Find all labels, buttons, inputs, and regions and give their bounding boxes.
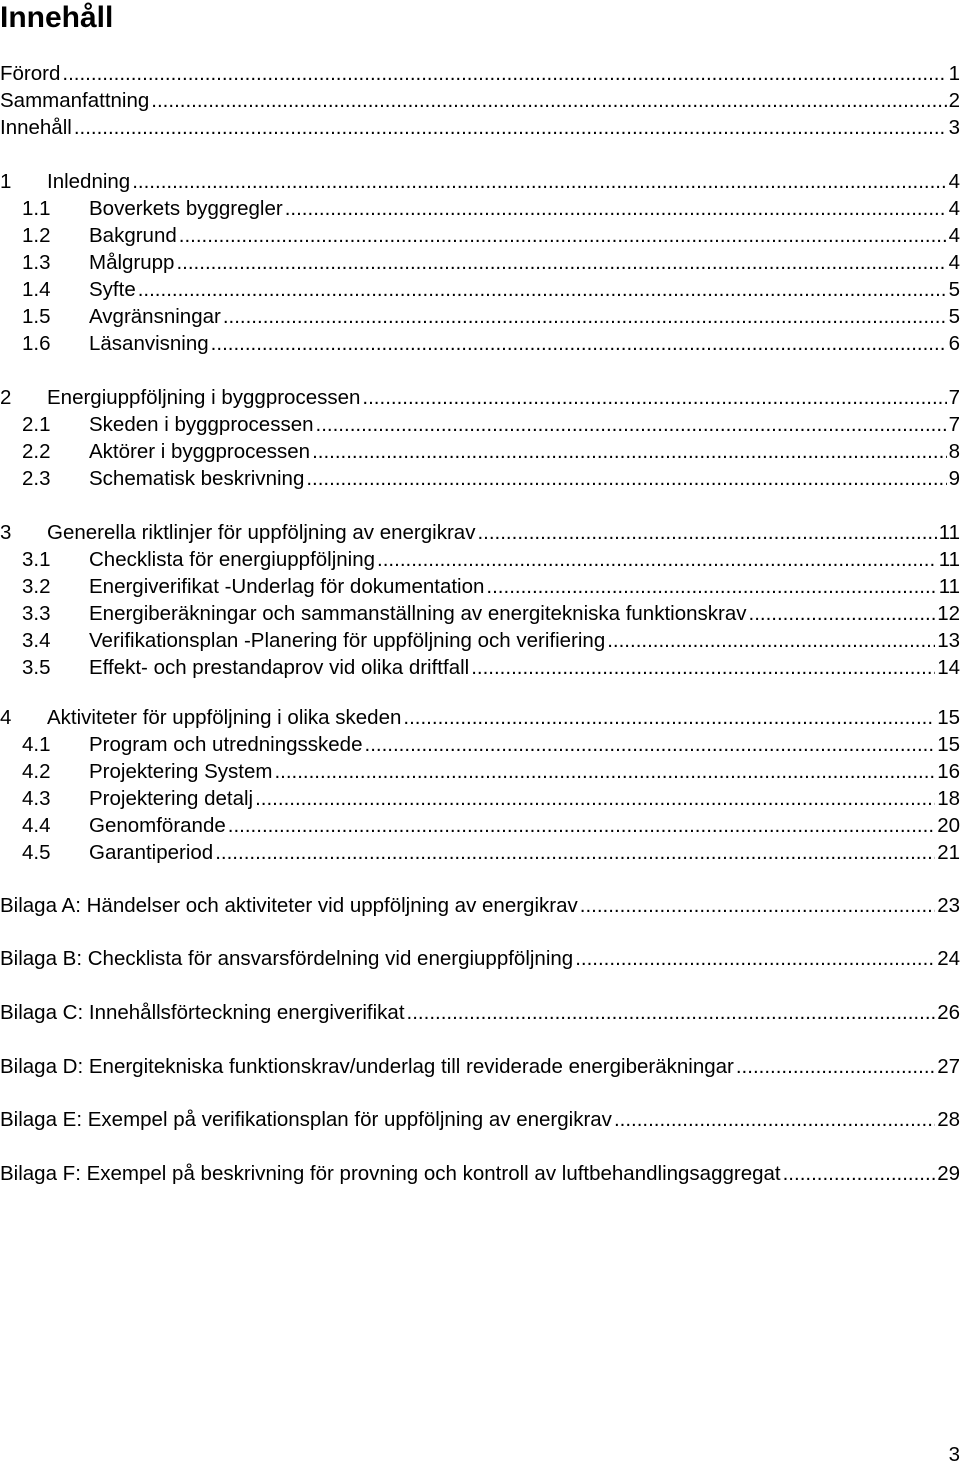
toc-entry-title: Förord [0, 62, 61, 85]
toc-entry[interactable] [0, 62, 960, 86]
toc-entry[interactable] [0, 575, 960, 599]
toc-entry-title: Checklista för energiuppföljning [89, 548, 376, 571]
toc-entry-number: 4.5 [22, 841, 51, 864]
dot-leader [132, 170, 946, 194]
toc-entry[interactable] [0, 1162, 960, 1186]
dot-leader [285, 197, 947, 221]
page-title: Innehåll [0, 1, 114, 34]
toc-entry-page: 15 [937, 733, 960, 756]
toc-entry[interactable] [0, 224, 960, 248]
toc-entry-title: Program och utredningsskede [89, 733, 363, 756]
toc-entry[interactable] [0, 706, 960, 730]
toc-entry-title: Energiuppföljning i byggprocessen [47, 386, 361, 409]
dot-leader [477, 521, 936, 545]
dot-leader [74, 116, 947, 140]
toc-entry-number: 4.1 [22, 733, 51, 756]
toc-entry-page: 16 [937, 760, 960, 783]
toc-entry-number: 1 [0, 170, 12, 193]
toc-entry-number: 4.2 [22, 760, 51, 783]
dot-leader [306, 467, 946, 491]
toc-entry-page: 11 [938, 521, 960, 544]
dot-leader [179, 224, 947, 248]
toc-entry-title: Bilaga D: Energitekniska funktionskrav/underlag till reviderade energiberäkningar [0, 1055, 734, 1078]
dot-leader [151, 89, 946, 113]
toc-entry-page: 11 [938, 548, 960, 571]
dot-leader [607, 629, 935, 653]
dot-leader [211, 332, 947, 356]
toc-entry[interactable] [0, 1108, 960, 1132]
toc-entry[interactable] [0, 521, 960, 545]
toc-entry-page: 23 [937, 894, 960, 917]
toc-entry-title: Energiberäkningar och sammanställning av energitekniska funktionskrav [89, 602, 747, 625]
toc-entry[interactable] [0, 89, 960, 113]
dot-leader [362, 386, 946, 410]
toc-entry-title: Bilaga A: Händelser och aktiviteter vid uppföljning av energikrav [0, 894, 578, 917]
toc-entry[interactable] [0, 1001, 960, 1025]
toc-entry-title: Boverkets byggregler [89, 197, 283, 220]
toc-entry-number: 3 [0, 521, 12, 544]
toc-entry[interactable] [0, 894, 960, 918]
toc-entry-number: 3.3 [22, 602, 51, 625]
toc-entry-page: 4 [948, 251, 960, 274]
toc-entry[interactable] [0, 602, 960, 626]
toc-entry-page: 21 [937, 841, 960, 864]
toc-entry-number: 2.1 [22, 413, 51, 436]
toc-entry-page: 18 [937, 787, 960, 810]
toc-entry-page: 1 [948, 62, 960, 85]
dot-leader [138, 278, 947, 302]
toc-entry-title: Schematisk beskrivning [89, 467, 305, 490]
toc-entry[interactable] [0, 116, 960, 140]
toc-entry-title: Skeden i byggprocessen [89, 413, 314, 436]
toc-entry[interactable] [0, 413, 960, 437]
toc-entry-title: Bilaga C: Innehållsförteckning energiverifikat [0, 1001, 405, 1024]
toc-entry-page: 28 [937, 1108, 960, 1131]
toc-entry-page: 3 [948, 116, 960, 139]
dot-leader [228, 814, 935, 838]
toc-entry-title: Effekt- och prestandaprov vid olika driftfall [89, 656, 470, 679]
toc-entry-number: 1.3 [22, 251, 51, 274]
toc-entry-title: Projektering System [89, 760, 273, 783]
page-number: 3 [948, 1443, 960, 1466]
dot-leader [215, 841, 935, 865]
toc-entry[interactable] [0, 548, 960, 572]
toc-entry[interactable] [0, 170, 960, 194]
toc-entry-title: Syfte [89, 278, 136, 301]
toc-entry-page: 7 [948, 386, 960, 409]
toc-entry[interactable] [0, 787, 960, 811]
toc-entry[interactable] [0, 467, 960, 491]
dot-leader [486, 575, 936, 599]
toc-entry-page: 4 [948, 197, 960, 220]
toc-entry-page: 13 [937, 629, 960, 652]
dot-leader [365, 733, 936, 757]
toc-entry-page: 7 [948, 413, 960, 436]
toc-entry[interactable] [0, 305, 960, 329]
toc-entry[interactable] [0, 440, 960, 464]
toc-entry-number: 2 [0, 386, 12, 409]
toc-entry-title: Genomförande [89, 814, 226, 837]
toc-entry[interactable] [0, 332, 960, 356]
toc-entry[interactable] [0, 760, 960, 784]
toc-entry[interactable] [0, 386, 960, 410]
toc-entry-title: Aktiviteter för uppföljning i olika skeden [47, 706, 402, 729]
toc-entry-page: 6 [948, 332, 960, 355]
toc-entry-title: Bilaga B: Checklista för ansvarsfördelning vid energiuppföljning [0, 947, 574, 970]
toc-entry-title: Projektering detalj [89, 787, 254, 810]
toc-entry-page: 5 [948, 305, 960, 328]
toc-entry[interactable] [0, 278, 960, 302]
dot-leader [62, 62, 946, 86]
dot-leader [471, 656, 935, 680]
dot-leader [749, 602, 936, 626]
toc-entry[interactable] [0, 814, 960, 838]
toc-entry-page: 26 [937, 1001, 960, 1024]
toc-entry[interactable] [0, 629, 960, 653]
toc-entry-number: 1.1 [22, 197, 51, 220]
dot-leader [403, 706, 935, 730]
toc-entry-title: Läsanvisning [89, 332, 209, 355]
toc-entry-number: 1.4 [22, 278, 51, 301]
dot-leader [316, 413, 947, 437]
dot-leader [407, 1001, 936, 1025]
toc-entry-page: 14 [937, 656, 960, 679]
toc-entry-page: 29 [937, 1162, 960, 1185]
toc-entry-number: 1.5 [22, 305, 51, 328]
toc-entry-number: 1.2 [22, 224, 51, 247]
dot-leader [176, 251, 946, 275]
toc-entry-page: 11 [938, 575, 960, 598]
toc-entry-title: Sammanfattning [0, 89, 150, 112]
toc-entry-title: Verifikationsplan -Planering för uppföljning och verifiering [89, 629, 606, 652]
toc-entry-number: 4.4 [22, 814, 51, 837]
toc-entry[interactable] [0, 841, 960, 865]
toc-entry-number: 3.1 [22, 548, 51, 571]
toc-entry-title: Energiverifikat -Underlag för dokumentation [89, 575, 485, 598]
toc-entry-page: 4 [948, 224, 960, 247]
toc-entry-page: 8 [948, 440, 960, 463]
toc-entry-page: 15 [937, 706, 960, 729]
dot-leader [783, 1162, 936, 1186]
toc-entry-title: Bilaga E: Exempel på verifikationsplan för uppföljning av energikrav [0, 1108, 612, 1131]
toc-entry-title: Avgränsningar [89, 305, 221, 328]
toc-entry-title: Aktörer i byggprocessen [89, 440, 311, 463]
toc-entry-title: Bakgrund [89, 224, 177, 247]
dot-leader [580, 894, 935, 918]
toc-entry-title: Innehåll [0, 116, 72, 139]
toc-entry-title: Bilaga F: Exempel på beskrivning för provning och kontroll av luftbehandlingsaggregat [0, 1162, 781, 1185]
dot-leader [274, 760, 935, 784]
toc-entry-number: 3.2 [22, 575, 51, 598]
dot-leader [312, 440, 947, 464]
dot-leader [736, 1055, 935, 1079]
toc-entry-page: 5 [948, 278, 960, 301]
toc-entry-title: Garantiperiod [89, 841, 214, 864]
toc-entry-number: 2.2 [22, 440, 51, 463]
toc-entry-title: Målgrupp [89, 251, 175, 274]
toc-entry-number: 4.3 [22, 787, 51, 810]
toc-entry-page: 9 [948, 467, 960, 490]
toc-entry-page: 27 [937, 1055, 960, 1078]
toc-entry-page: 12 [937, 602, 960, 625]
toc-entry-page: 4 [948, 170, 960, 193]
toc-entry[interactable] [0, 1055, 960, 1079]
dot-leader [575, 947, 935, 971]
toc-entry[interactable] [0, 656, 960, 680]
toc-entry-page: 20 [937, 814, 960, 837]
toc-entry-number: 4 [0, 706, 12, 729]
toc-entry-title: Inledning [47, 170, 131, 193]
toc-entry-number: 3.4 [22, 629, 51, 652]
toc-entry[interactable] [0, 197, 960, 221]
toc-entry[interactable] [0, 733, 960, 757]
toc-entry-page: 24 [937, 947, 960, 970]
toc-entry-title: Generella riktlinjer för uppföljning av energikrav [47, 521, 476, 544]
toc-entry-number: 2.3 [22, 467, 51, 490]
toc-entry-number: 1.6 [22, 332, 51, 355]
toc-entry-page: 2 [948, 89, 960, 112]
dot-leader [377, 548, 937, 572]
dot-leader [255, 787, 935, 811]
toc-entry-number: 3.5 [22, 656, 51, 679]
toc-entry[interactable] [0, 947, 960, 971]
toc-entry[interactable] [0, 251, 960, 275]
dot-leader [223, 305, 947, 329]
dot-leader [614, 1108, 935, 1132]
